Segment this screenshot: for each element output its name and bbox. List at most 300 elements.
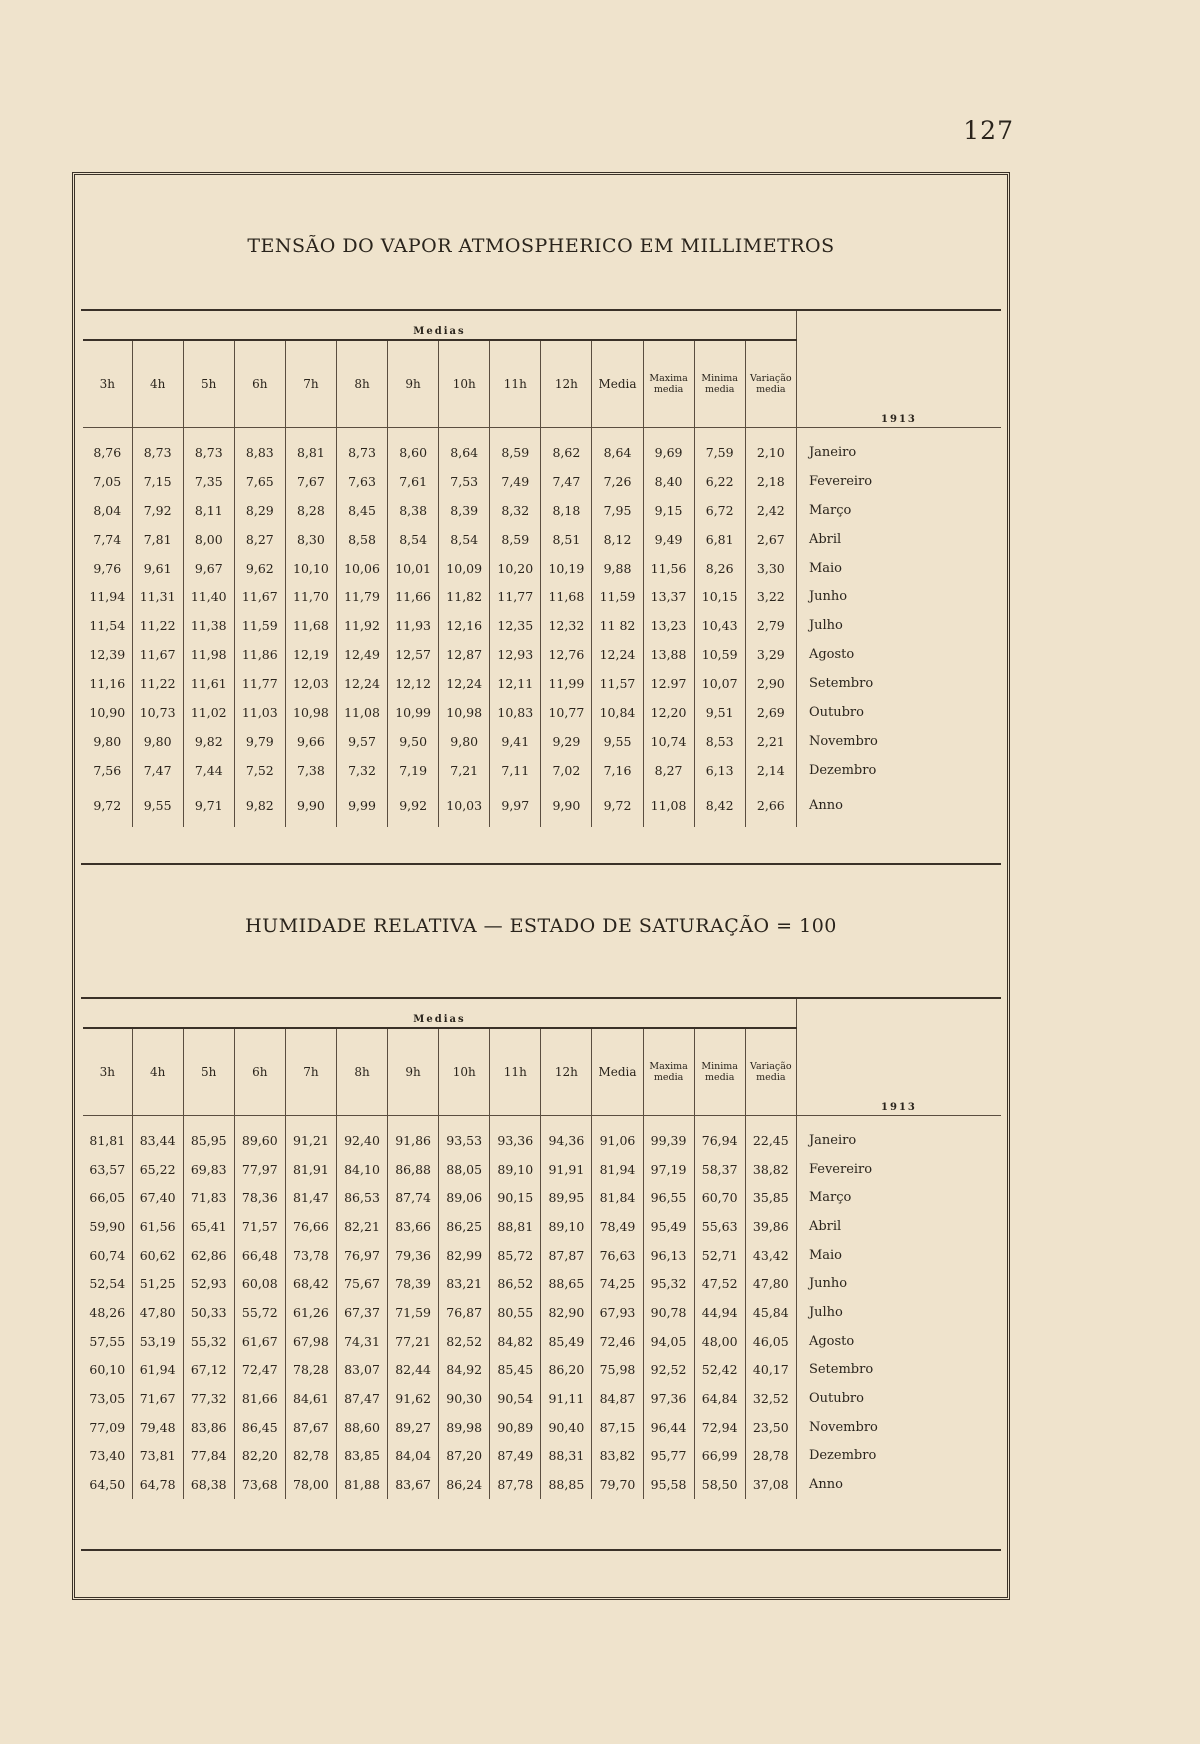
- table-cell: 28,78: [745, 1442, 796, 1471]
- table-cell: 11,54: [89, 618, 126, 634]
- table-cell: 3,22: [745, 582, 796, 611]
- table-cell: 91,21: [285, 1126, 336, 1155]
- table-cell: 60,62: [132, 1241, 183, 1270]
- table-cell: 9,80: [439, 727, 490, 756]
- table-cell: 12,20: [643, 698, 694, 727]
- table-cell: 59,90: [89, 1218, 126, 1234]
- table-cell: 52,93: [183, 1269, 234, 1298]
- table-cell: 9,41: [490, 727, 541, 756]
- table-cell: 9,62: [234, 554, 285, 583]
- table-cell: 11,59: [234, 611, 285, 640]
- table-cell: 83,86: [183, 1413, 234, 1442]
- table-row: [83, 1269, 1001, 1298]
- table-row: [83, 669, 1001, 698]
- table-cell: 83,21: [439, 1269, 490, 1298]
- table-cell: 69,83: [183, 1155, 234, 1184]
- table-cell: 13,88: [643, 640, 694, 669]
- table-cell: 12,12: [388, 669, 439, 698]
- table-cell: 79,36: [388, 1241, 439, 1270]
- table-cell: 82,90: [541, 1298, 592, 1327]
- column-header: 12h: [541, 340, 592, 428]
- table-cell: 10,06: [336, 554, 387, 583]
- table-cell: 12,24: [592, 640, 643, 669]
- table-cell: 97,36: [643, 1384, 694, 1413]
- table-cell: 2,90: [745, 669, 796, 698]
- table-cell: 84,87: [592, 1384, 643, 1413]
- table-cell: 7,59: [694, 438, 745, 467]
- table-cell: 9,50: [388, 727, 439, 756]
- table-cell: 8,54: [439, 525, 490, 554]
- table-row: [83, 611, 1001, 640]
- table-cell: 88,85: [541, 1470, 592, 1499]
- column-header: Media: [592, 340, 643, 428]
- table-cell: 7,26: [592, 467, 643, 496]
- table-cell: 11,31: [132, 582, 183, 611]
- table-cell: 23,50: [745, 1413, 796, 1442]
- table-cell: 88,65: [541, 1269, 592, 1298]
- month-label: Anno: [796, 785, 1001, 827]
- month-label: Dezembro: [796, 756, 1001, 785]
- table-cell: 8,18: [541, 496, 592, 525]
- table-cell: 12,11: [490, 669, 541, 698]
- table-cell: 2,14: [745, 756, 796, 785]
- year-label: 1913: [796, 999, 1001, 1116]
- table-cell: 61,56: [132, 1212, 183, 1241]
- column-header: 6h: [234, 1028, 285, 1116]
- table-cell: 55,63: [694, 1212, 745, 1241]
- year-label: 1913: [796, 311, 1001, 428]
- table-cell: 86,25: [439, 1212, 490, 1241]
- table-cell: 9,69: [643, 438, 694, 467]
- month-label: Outubro: [796, 698, 1001, 727]
- table-cell: 2,21: [745, 727, 796, 756]
- table-cell: 43,42: [745, 1241, 796, 1270]
- month-label: Setembro: [796, 1356, 1001, 1385]
- table-cell: 65,22: [132, 1155, 183, 1184]
- table-cell: 94,36: [541, 1126, 592, 1155]
- table-cell: 63,57: [89, 1161, 126, 1177]
- table-cell: 12,16: [439, 611, 490, 640]
- table-cell: 11,16: [89, 676, 126, 692]
- table-cell: 83,67: [388, 1470, 439, 1499]
- column-header: 12h: [541, 1028, 592, 1116]
- table-cell: 11,22: [132, 611, 183, 640]
- table-cell: 11,56: [643, 554, 694, 583]
- annual-row: [83, 785, 1001, 827]
- table-cell: 87,47: [336, 1384, 387, 1413]
- table-row: [83, 756, 1001, 785]
- table-cell: 90,40: [541, 1413, 592, 1442]
- column-header: 4h: [132, 1028, 183, 1116]
- table-cell: 85,45: [490, 1356, 541, 1385]
- table-cell: 89,95: [541, 1183, 592, 1212]
- table-cell: 76,87: [439, 1298, 490, 1327]
- month-label: Maio: [796, 554, 1001, 583]
- table-row: [83, 1155, 1001, 1184]
- table-cell: 96,55: [643, 1183, 694, 1212]
- table-cell: 89,06: [439, 1183, 490, 1212]
- table-cell: 7,44: [183, 756, 234, 785]
- table-cell: 74,31: [336, 1327, 387, 1356]
- table-cell: 81,84: [592, 1183, 643, 1212]
- table-cell: 7,16: [592, 756, 643, 785]
- table-cell: 81,88: [336, 1470, 387, 1499]
- table-cell: 10,99: [388, 698, 439, 727]
- table-cell: 77,09: [89, 1419, 126, 1435]
- table-cell: 82,20: [234, 1442, 285, 1471]
- table-cell: 87,15: [592, 1413, 643, 1442]
- table-cell: 82,52: [439, 1327, 490, 1356]
- table-cell: 8,64: [592, 438, 643, 467]
- table-cell: 10,10: [285, 554, 336, 583]
- table-cell: 90,15: [490, 1183, 541, 1212]
- table-cell: 22,45: [745, 1126, 796, 1155]
- table-cell: 86,45: [234, 1413, 285, 1442]
- table-cell: 80,55: [490, 1298, 541, 1327]
- column-header: Minima media: [694, 340, 745, 428]
- table-cell: 11,02: [183, 698, 234, 727]
- table-cell: 95,49: [643, 1212, 694, 1241]
- table-cell: 71,83: [183, 1183, 234, 1212]
- column-header: 10h: [439, 1028, 490, 1116]
- table-cell: 84,61: [285, 1384, 336, 1413]
- month-label: Novembro: [796, 1413, 1001, 1442]
- table-cell: 9,55: [592, 727, 643, 756]
- table-cell: 8,73: [183, 438, 234, 467]
- table-cell: 6,72: [694, 496, 745, 525]
- table-row: [83, 467, 1001, 496]
- month-label: Junho: [796, 582, 1001, 611]
- column-header: Minima media: [694, 1028, 745, 1116]
- table-cell: 81,47: [285, 1183, 336, 1212]
- table-cell: 82,21: [336, 1212, 387, 1241]
- table-cell: 11,08: [336, 698, 387, 727]
- table-row: [83, 1327, 1001, 1356]
- table-cell: 78,00: [285, 1470, 336, 1499]
- table-cell: 74,25: [592, 1269, 643, 1298]
- table-cell: 10,73: [132, 698, 183, 727]
- table-cell: 7,81: [132, 525, 183, 554]
- table-cell: 8,81: [285, 438, 336, 467]
- table-cell: 7,67: [285, 467, 336, 496]
- column-header: 6h: [234, 340, 285, 428]
- month-label: Julho: [796, 1298, 1001, 1327]
- table-cell: 97,19: [643, 1155, 694, 1184]
- month-label: Janeiro: [796, 1126, 1001, 1155]
- table-cell: 61,94: [132, 1356, 183, 1385]
- table-cell: 12,57: [388, 640, 439, 669]
- table-row: [83, 1241, 1001, 1270]
- table-cell: 94,05: [643, 1327, 694, 1356]
- table-cell: 83,66: [388, 1212, 439, 1241]
- table-cell: 11,57: [592, 669, 643, 698]
- table-cell: 92,40: [336, 1126, 387, 1155]
- table-row: [83, 1183, 1001, 1212]
- table-cell: 71,67: [132, 1384, 183, 1413]
- table-cell: 8,00: [183, 525, 234, 554]
- column-header: 8h: [336, 340, 387, 428]
- table-cell: 7,21: [439, 756, 490, 785]
- table-cell: 11,68: [541, 582, 592, 611]
- table-cell: 60,70: [694, 1183, 745, 1212]
- table-row: [83, 525, 1001, 554]
- table-cell: 10,19: [541, 554, 592, 583]
- table-cell: 2,67: [745, 525, 796, 554]
- table-cell: 10,98: [439, 698, 490, 727]
- annual-row: [83, 1470, 1001, 1499]
- table-cell: 9,15: [643, 496, 694, 525]
- table-cell: 8,27: [234, 525, 285, 554]
- column-header: Variação media: [745, 1028, 796, 1116]
- table-cell: 10,77: [541, 698, 592, 727]
- table-cell: 79,48: [132, 1413, 183, 1442]
- table-cell: 86,20: [541, 1356, 592, 1385]
- table-cell: 2,79: [745, 611, 796, 640]
- table-cell: 87,67: [285, 1413, 336, 1442]
- month-label: Janeiro: [796, 438, 1001, 467]
- table-cell: 73,68: [234, 1470, 285, 1499]
- column-header: Maxima media: [643, 1028, 694, 1116]
- table-cell: 13,37: [643, 582, 694, 611]
- table-cell: 76,66: [285, 1212, 336, 1241]
- column-header: 7h: [285, 340, 336, 428]
- table-cell: 61,67: [234, 1327, 285, 1356]
- table-cell: 72,46: [592, 1327, 643, 1356]
- table-cell: 12,76: [541, 640, 592, 669]
- table-cell: 83,07: [336, 1356, 387, 1385]
- table-cell: 8,58: [336, 525, 387, 554]
- column-header: 7h: [285, 1028, 336, 1116]
- table-cell: 90,89: [490, 1413, 541, 1442]
- month-label: Outubro: [796, 1384, 1001, 1413]
- table-cell: 86,24: [439, 1470, 490, 1499]
- table-cell: 67,93: [592, 1298, 643, 1327]
- table-cell: 88,81: [490, 1212, 541, 1241]
- table-cell: 47,52: [694, 1269, 745, 1298]
- table-cell: 55,72: [234, 1298, 285, 1327]
- table-cell: 9,82: [183, 727, 234, 756]
- table-cell: 11,61: [183, 669, 234, 698]
- table-cell: 7,47: [132, 756, 183, 785]
- table-cell: 81,66: [234, 1384, 285, 1413]
- table-cell: 10,09: [439, 554, 490, 583]
- table-cell: 91,91: [541, 1155, 592, 1184]
- table-cell: 58,37: [694, 1155, 745, 1184]
- divider: [81, 863, 1001, 865]
- table-cell: 47,80: [745, 1269, 796, 1298]
- column-header: 4h: [132, 340, 183, 428]
- table-cell: 10,03: [439, 785, 490, 827]
- table-cell: 8,64: [439, 438, 490, 467]
- table-cell: 86,52: [490, 1269, 541, 1298]
- table-row: [83, 438, 1001, 467]
- table-cell: 11,82: [439, 582, 490, 611]
- table-cell: 10,83: [490, 698, 541, 727]
- table-cell: 77,97: [234, 1155, 285, 1184]
- table-cell: 82,78: [285, 1442, 336, 1471]
- table-cell: 84,92: [439, 1356, 490, 1385]
- table-cell: 8,04: [93, 502, 122, 518]
- table-cell: 44,94: [694, 1298, 745, 1327]
- month-label: Anno: [796, 1470, 1001, 1499]
- month-label: Março: [796, 496, 1001, 525]
- table-cell: 83,85: [336, 1442, 387, 1471]
- table-cell: 2,10: [745, 438, 796, 467]
- month-label: Junho: [796, 1269, 1001, 1298]
- table-cell: 8,53: [694, 727, 745, 756]
- table-cell: 10,43: [694, 611, 745, 640]
- table-cell: 8,76: [93, 444, 122, 460]
- table-cell: 60,74: [89, 1247, 126, 1263]
- table-cell: 89,98: [439, 1413, 490, 1442]
- table-cell: 93,36: [490, 1126, 541, 1155]
- table-cell: 8,39: [439, 496, 490, 525]
- table-cell: 9,97: [490, 785, 541, 827]
- table-cell: 7,32: [336, 756, 387, 785]
- table-cell: 85,49: [541, 1327, 592, 1356]
- column-header: 8h: [336, 1028, 387, 1116]
- table-cell: 10,15: [694, 582, 745, 611]
- table-cell: 73,81: [132, 1442, 183, 1471]
- table-cell: 89,27: [388, 1413, 439, 1442]
- table-cell: 62,86: [183, 1241, 234, 1270]
- table-cell: 35,85: [745, 1183, 796, 1212]
- table-row: [83, 1126, 1001, 1155]
- table-cell: 7,35: [183, 467, 234, 496]
- column-header: Media: [592, 1028, 643, 1116]
- table-cell: 13,23: [643, 611, 694, 640]
- table-cell: 52,54: [89, 1276, 126, 1292]
- table-cell: 83,44: [132, 1126, 183, 1155]
- table-cell: 52,42: [694, 1356, 745, 1385]
- table-cell: 9,80: [132, 727, 183, 756]
- table-row: [83, 554, 1001, 583]
- column-header: 5h: [183, 1028, 234, 1116]
- table-cell: 8,11: [183, 496, 234, 525]
- table-cell: 6,22: [694, 467, 745, 496]
- table-cell: 60,08: [234, 1269, 285, 1298]
- table-cell: 3,30: [745, 554, 796, 583]
- table-cell: 39,86: [745, 1212, 796, 1241]
- table-cell: 9,49: [643, 525, 694, 554]
- table-cell: 12,32: [541, 611, 592, 640]
- table-cell: 51,25: [132, 1269, 183, 1298]
- table-cell: 90,30: [439, 1384, 490, 1413]
- table-cell: 6,13: [694, 756, 745, 785]
- table-cell: 11,70: [285, 582, 336, 611]
- table-cell: 12,24: [336, 669, 387, 698]
- table-cell: 7,63: [336, 467, 387, 496]
- table-cell: 91,86: [388, 1126, 439, 1155]
- table-cell: 73,40: [89, 1448, 126, 1464]
- table-cell: 11,03: [234, 698, 285, 727]
- table-cell: 8,59: [490, 525, 541, 554]
- month-label: Dezembro: [796, 1442, 1001, 1471]
- month-label: Março: [796, 1183, 1001, 1212]
- table-cell: 7,38: [285, 756, 336, 785]
- table-cell: 9,55: [132, 785, 183, 827]
- table-cell: 7,11: [490, 756, 541, 785]
- table-cell: 79,70: [592, 1470, 643, 1499]
- table-cell: 10,20: [490, 554, 541, 583]
- table-cell: 95,77: [643, 1442, 694, 1471]
- table-cell: 9,72: [93, 798, 122, 814]
- table-cell: 7,53: [439, 467, 490, 496]
- table-cell: 8,60: [388, 438, 439, 467]
- table-cell: 7,95: [592, 496, 643, 525]
- table-cell: 9,67: [183, 554, 234, 583]
- table-cell: 10,84: [592, 698, 643, 727]
- table-cell: 11,67: [234, 582, 285, 611]
- table-cell: 9,99: [336, 785, 387, 827]
- table-cell: 73,05: [89, 1391, 126, 1407]
- table-cell: 86,53: [336, 1183, 387, 1212]
- table-cell: 11,66: [388, 582, 439, 611]
- table-cell: 83,82: [592, 1442, 643, 1471]
- table-cell: 46,05: [745, 1327, 796, 1356]
- table-cell: 67,12: [183, 1356, 234, 1385]
- table-cell: 8,38: [388, 496, 439, 525]
- table-cell: 81,81: [89, 1132, 126, 1148]
- month-label: Agosto: [796, 640, 1001, 669]
- table-cell: 90,54: [490, 1384, 541, 1413]
- table-cell: 10,01: [388, 554, 439, 583]
- table-cell: 87,20: [439, 1442, 490, 1471]
- table-cell: 7,19: [388, 756, 439, 785]
- table-cell: 48,26: [89, 1304, 126, 1320]
- table-row: [83, 727, 1001, 756]
- table-cell: 84,10: [336, 1155, 387, 1184]
- table-cell: 9,82: [234, 785, 285, 827]
- table-cell: 8,62: [541, 438, 592, 467]
- table-cell: 93,53: [439, 1126, 490, 1155]
- table-cell: 12,49: [336, 640, 387, 669]
- table-cell: 9,61: [132, 554, 183, 583]
- table-cell: 89,10: [541, 1212, 592, 1241]
- table-cell: 8,83: [234, 438, 285, 467]
- table-cell: 60,10: [89, 1362, 126, 1378]
- table-cell: 7,05: [93, 473, 122, 489]
- table-cell: 77,32: [183, 1384, 234, 1413]
- divider: [81, 1549, 1001, 1551]
- table-row: [83, 1356, 1001, 1385]
- table-cell: 77,84: [183, 1442, 234, 1471]
- month-label: Maio: [796, 1241, 1001, 1270]
- table-cell: 7,02: [541, 756, 592, 785]
- table-cell: 9,79: [234, 727, 285, 756]
- table-cell: 10,07: [694, 669, 745, 698]
- table-cell: 82,99: [439, 1241, 490, 1270]
- table-cell: 52,71: [694, 1241, 745, 1270]
- table-cell: 12,39: [89, 647, 126, 663]
- table-cell: 8,28: [285, 496, 336, 525]
- table-cell: 8,40: [643, 467, 694, 496]
- table-cell: 76,63: [592, 1241, 643, 1270]
- column-header: Variação media: [745, 340, 796, 428]
- table-cell: 8,45: [336, 496, 387, 525]
- table-cell: 7,56: [93, 762, 122, 778]
- column-header: 9h: [388, 1028, 439, 1116]
- table-cell: 76,94: [694, 1126, 745, 1155]
- table-cell: 58,50: [694, 1470, 745, 1499]
- table-cell: 86,88: [388, 1155, 439, 1184]
- table-cell: 87,74: [388, 1183, 439, 1212]
- table-cell: 11,77: [490, 582, 541, 611]
- table2-title: HUMIDADE RELATIVA — ESTADO DE SATURAÇÃO = 100: [245, 915, 837, 937]
- table-row: [83, 582, 1001, 611]
- table-cell: 9,29: [541, 727, 592, 756]
- table-cell: 67,98: [285, 1327, 336, 1356]
